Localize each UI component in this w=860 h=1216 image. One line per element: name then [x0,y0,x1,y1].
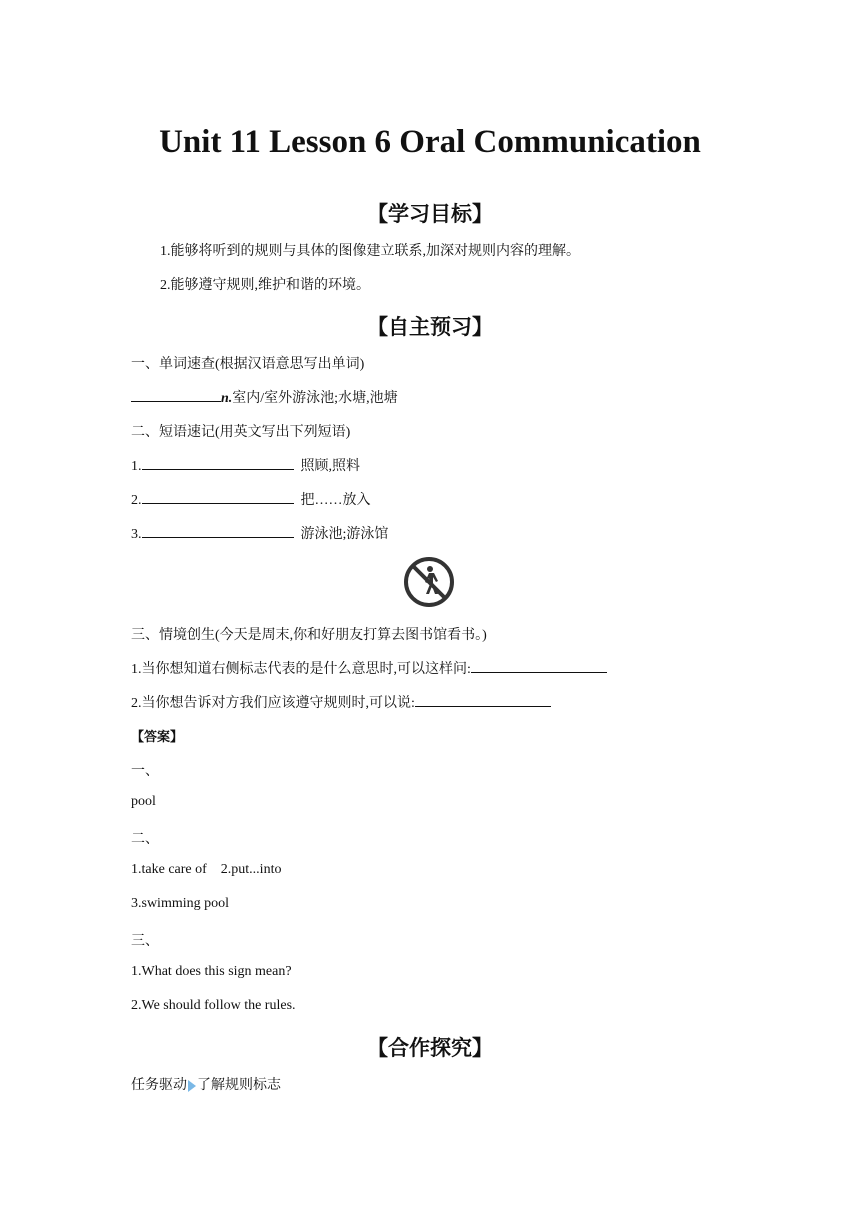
answer-line: 3.swimming pool [131,896,230,911]
answer-blank[interactable] [142,489,294,504]
situation-question [131,658,607,678]
no-pedestrian-sign-icon [403,556,455,608]
word-meaning: 室内/室外游泳池;水塘,池塘 [232,391,398,406]
answer-part-title: 三、 [131,934,159,949]
answer-line: 1.take care of 2.put...into [131,862,282,877]
part-title-phrases: 二、短语速记(用英文写出下列短语) [131,425,351,440]
phrase-exercise [131,489,371,509]
phrase-number: 1. [131,459,142,474]
answer-blank[interactable] [415,692,551,707]
task-suffix: 了解规则标志 [197,1078,281,1093]
answer-part-title: 二、 [131,832,159,847]
part-of-speech: n. [221,391,233,406]
part-title-words: 一、单词速查(根据汉语意思写出单词) [131,357,365,372]
phrase-meaning: 把……放入 [300,493,371,508]
answer-line: pool [131,794,156,809]
objective-item: 2.能够遵守规则,维护和谐的环境。 [160,278,370,293]
phrase-meaning: 游泳池;游泳馆 [300,527,389,542]
answer-blank[interactable] [142,523,294,538]
part-title-situation: 三、情境创生(今天是周末,你和好朋友打算去图书馆看书。) [131,628,487,643]
answer-part-title: 一、 [131,764,159,779]
answer-blank[interactable] [142,455,294,470]
page-title: Unit 11 Lesson 6 Oral Communication [159,124,701,160]
question-text: 1.当你想知道右侧标志代表的是什么意思时,可以这样问: [131,662,471,677]
section-heading-objectives: 【学习目标】 [367,202,493,226]
task-prefix: 任务驱动 [131,1078,187,1093]
question-text: 2.当你想告诉对方我们应该遵守规则时,可以说: [131,696,415,711]
answer-blank[interactable] [471,658,607,673]
phrase-number: 2. [131,493,142,508]
phrase-meaning: 照顾,照料 [300,459,360,474]
answer-line: 2.We should follow the rules. [131,998,296,1013]
answers-label: 【答案】 [131,730,184,745]
phrase-number: 3. [131,527,142,542]
answer-line: 1.What does this sign mean? [131,964,292,979]
task-line [131,1074,281,1094]
answer-blank[interactable] [131,387,221,402]
phrase-exercise [131,455,360,475]
phrase-exercise [131,523,388,543]
situation-question [131,692,551,712]
section-heading-preview: 【自主预习】 [367,315,493,339]
objective-item: 1.能够将听到的规则与具体的图像建立联系,加深对规则内容的理解。 [160,244,580,259]
play-arrow-icon [188,1080,196,1092]
section-heading-cooperation: 【合作探究】 [367,1036,493,1060]
word-exercise [131,387,398,407]
